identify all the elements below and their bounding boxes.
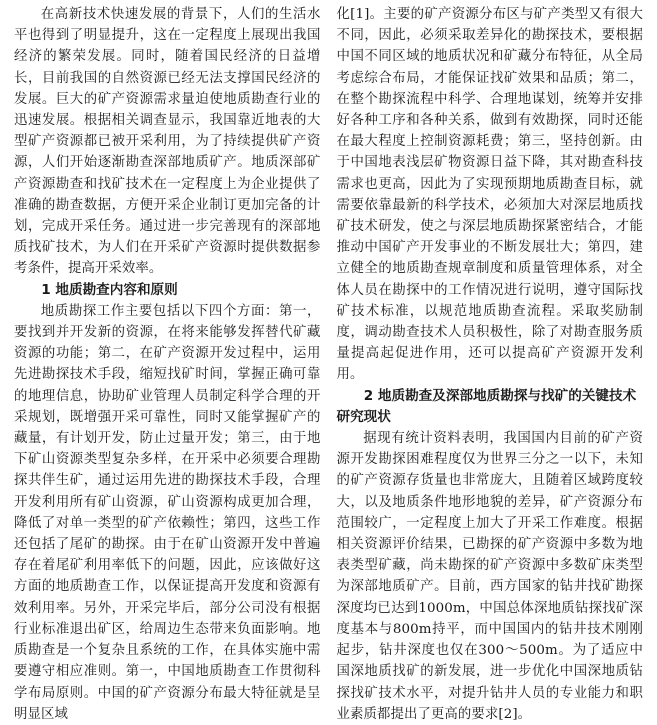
section-2-heading: 2 地质勘查及深部地质勘探与找矿的关键技术研究现状 [336,387,637,425]
section-1-paragraph-continued: 化[1]。主要的矿产资源分布区与矿产类型又有很大不同，因此，必须采取差异化的勘探技术，要根据中国不同区域的地质状况和矿藏分布特征，从全局考虑综合布局，才能保证找矿效果和品质；第二，在整个勘探流程中科学、合理地谋划，统筹并安排好各种工序和各种关系，做到有效勘探，同时还能在最大程度上控制资源耗费；第三，坚持创新。由于中国地表浅层矿物资源日益下降，其对勘查科技需求也更高，因此为了实现预期地质勘查目标，就需要依靠最新的科学技术，必须加大对深层地质找矿技术研发，使之与深层地质勘探紧密结合，才能推动中国矿产开发事业的不断发展壮大；第四，建立健全的地质勘查规章制度和质量管理体系，对全体人员在勘探中的工作情况进行说明，遵守国际找矿技术标准，以规范地质勘查流程。采取奖励制度，调动勘查技术人员积极性，除了对勘查服务质量提高起促进作用，还可以提高矿产资源开发利用。 [336,7,643,383]
right-column [336,0,644,722]
left-column [14,0,321,722]
section-1-heading: 1 地质勘查内容和原则 [41,281,178,298]
section-2-paragraph: 据现有统计资料表明，我国国内目前的矿产资源开发勘探困难程度仅为世界三分之一以下，未知的矿产资源存货量也非常庞大，且随着区域跨度较大，以及地质条件地形地貌的差异，矿产资源分布范围较广，一定程度上加大了开采工作难度。根据相关资源评价结果，已勘探的矿产资源中多数为地表类型矿藏，尚未勘探的矿产资源中多数矿床类型为深部地质矿产。目前，西方国家的钻井找矿勘探深度均已达到1000m，中国总体深地质钻探找矿深度基本与800m持平，而中国国内的钻井技术刚刚起步，钻井深度也仅在300～500m。为了适应中国深地质找矿的新发展，进一步优化中国深地质钻探找矿技术水平，对提升钻井人员的专业能力和职业素质都提出了更高的要求[2]。 [336,431,643,722]
intro-paragraph: 在高新技术快速发展的背景下，人们的生活水平也得到了明显提升，这在一定程度上展现出我国经济的繁荣发展。同时，随着国民经济的日益增长，目前我国的自然资源已经无法支撑国民经济的发展。巨大的矿产资源需求量迫使地质勘查行业的迅速发展。根据相关调查显示，我国靠近地表的大型矿产资源都已被开采利用，为了持续提供矿产资源，人们开始逐渐勘查深部地质矿产。地质深部矿产资源勘查和找矿技术在一定程度上为企业提供了准确的勘查数据，方便开采企业制订更加完备的计划，完成开采任务。通过进一步完善现有的深部地质找矿技术，为人们在开采矿产资源时提供数据参考条件，提高开采效率。 [14,7,321,277]
section-1-paragraph: 地质勘探工作主要包括以下四个方面：第一，要找到并开发新的资源，在将来能够发挥替代矿藏资源的功能；第二，在矿产资源开发过程中，运用先进勘探技术手段，缩短找矿时间，掌握正确可靠的地理信息，协助矿业管理人员制定科学合理的开采规划，既增强开采可靠性，同时又能掌握矿产的藏量，有计划开发，防止过量开发；第三，由于地下矿山资源类型复杂多样，在开采中必须要合理勘探共伴生矿，通过运用先进的勘探技术手段，合理开发利用所有矿山资源，矿山资源构成更加合理，降低了对单一类型的矿产依赖性；第四，这些工作还包括了尾矿的勘探。由于在矿山资源开发中普遍存在着尾矿利用率低下的问题，因此，应该做好这方面的地质勘查工作，以保证提高开发度和资源有效利用率。另外，开采完毕后，部分公司没有根据行业标准退出矿区，给周边生态带来负面影响。地质勘查是一个复杂且系统的工作，在具体实施中需要遵守相应准则。第一，中国地质勘查工作贯彻科学布局原则。中国的矿产资源分布最大特征就是呈明显区域 [14,303,321,722]
